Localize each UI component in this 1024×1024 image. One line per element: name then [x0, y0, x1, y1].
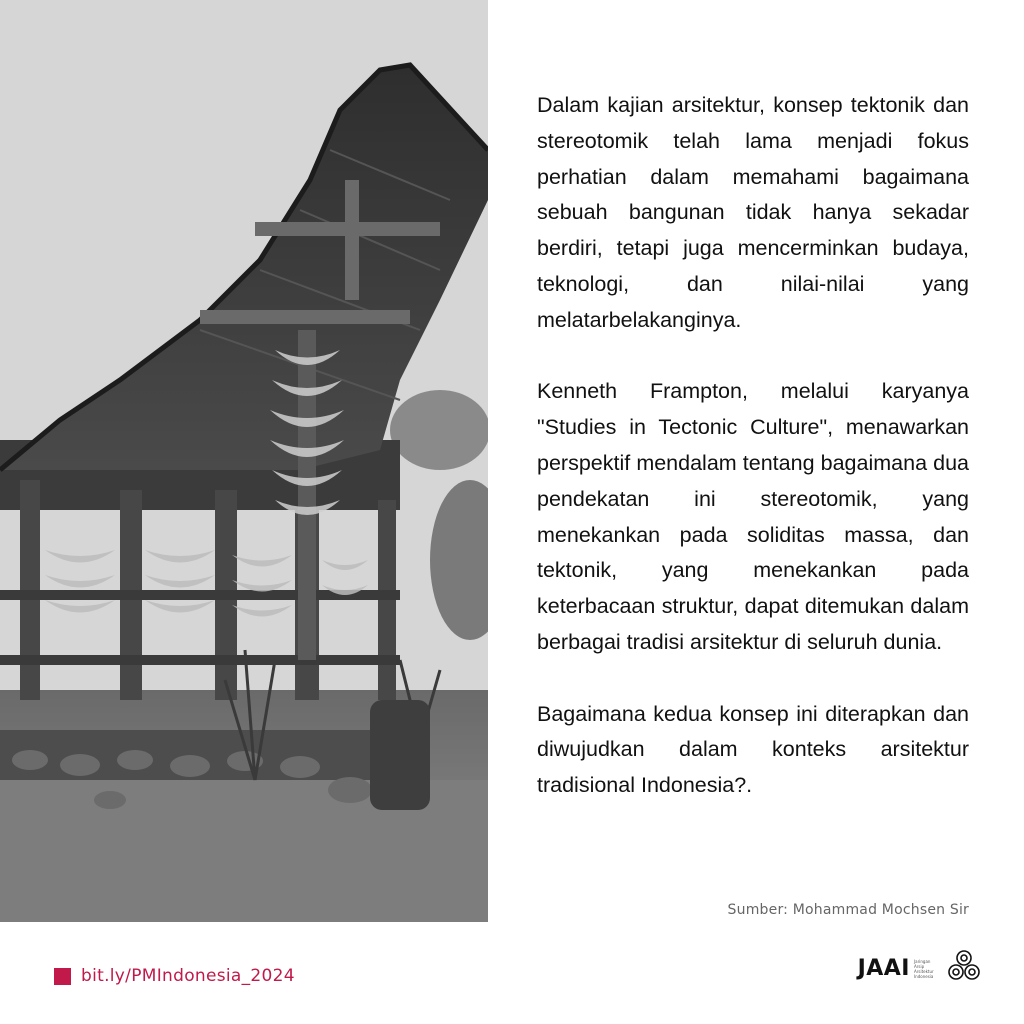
footer-link[interactable]: bit.ly/PMIndonesia_2024 [81, 966, 295, 986]
brand-name: JAAI [857, 956, 910, 981]
tongkonan-house-photo [0, 0, 488, 922]
brand-logo [858, 948, 982, 989]
article-text [537, 88, 969, 840]
footer-link-group[interactable] [54, 966, 295, 986]
accent-square-icon [54, 968, 71, 985]
paragraph-intro: Dalam kajian arsitektur, konsep tektonik dan stereotomik telah lama menjadi fokus perhatian dalam memahami bagaimana sebuah bangunan tidak hanya sekadar berdiri, tetapi juga mencerminkan budaya, teknologi, dan nilai-nilai yang melatarbelakanginya. [537, 93, 969, 332]
triskelion-logo-icon [946, 948, 982, 989]
paragraph-frampton: Kenneth Frampton, melalui karyanya "Studies in Tectonic Culture", menawarkan perspektif mendalam tentang bagaimana dua pendekatan ini stereotomik, yang menekankan pada soliditas massa, dan tektonik, yang menekankan pada keterbacaan struktur, dapat ditemukan dalam berbagai tradisi arsitektur di seluruh dunia. [537, 379, 969, 654]
paragraph-question: Bagaimana kedua konsep ini diterapkan dan diwujudkan dalam konteks arsitektur tradisional Indonesia?. [537, 701, 969, 798]
photo-source-credit: Sumber: Mohammad Mochsen Sir [727, 902, 969, 918]
brand-tagline: Jaringan Arsip Arsitektur Indonesia [914, 958, 934, 979]
